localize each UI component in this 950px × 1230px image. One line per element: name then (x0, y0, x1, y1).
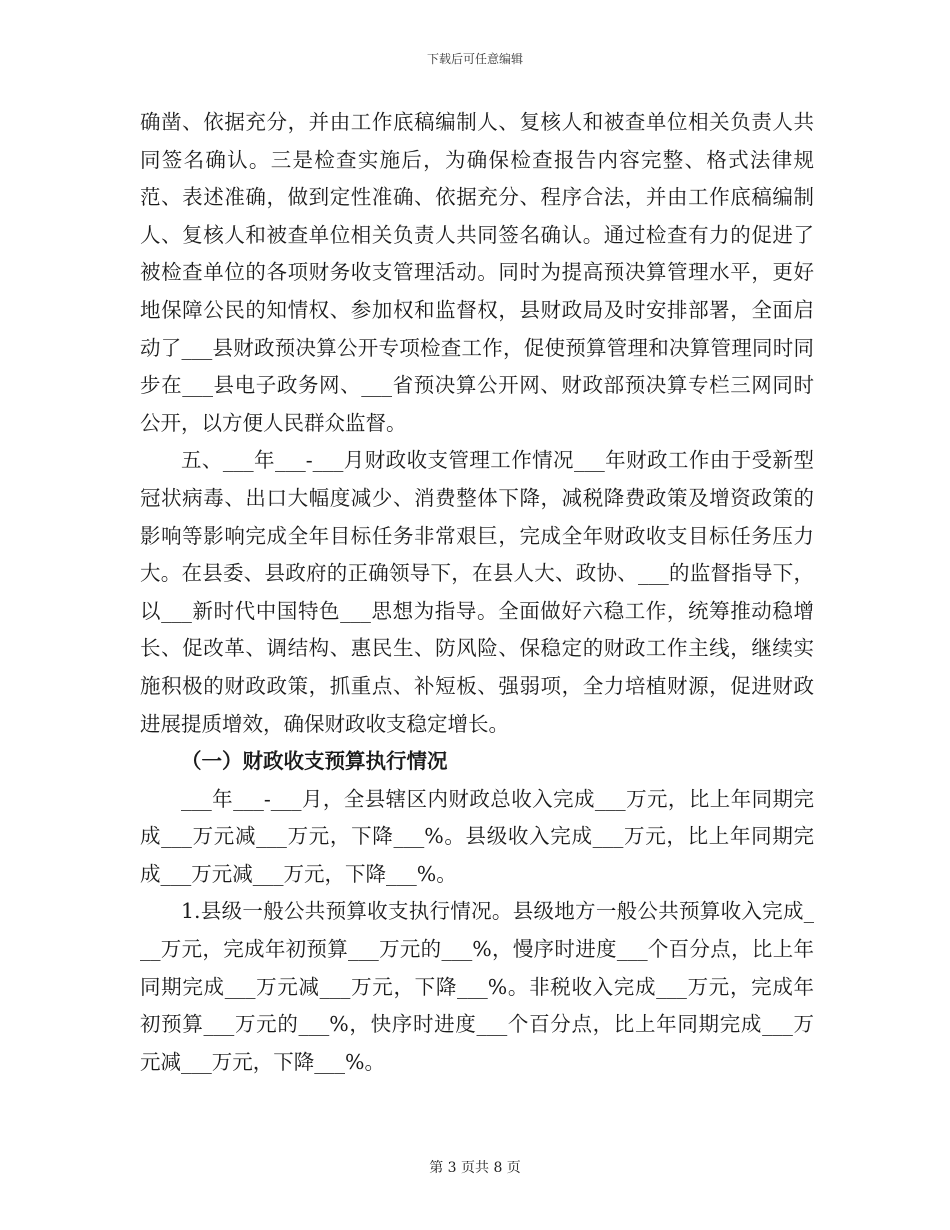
paragraph-fiscal-work: 五、___年___-___月财政收支管理工作情况___年财政工作由于受新型冠状病毒、出口大幅度减少、消费整体下降，减税降费政策及增资政策的影响等影响完成全年目标任务非常艰巨，完成全年财政收支目标任务压力大。在县委、县政府的正确领导下，在县人大、政协、___的监督指导下，以___新时代中国特色___思想为指导。全面做好六稳工作，统筹推动稳增长、促改革、调结构、惠民生、防风险、保稳定的财政工作主线，继续实施积极的财政政策，抓重点、补短板、强弱项，全力培植财源，促进财政进展提质增效，确保财政收支稳定增长。 (140, 448, 814, 736)
paragraph-inspection: 确凿、依据充分，并由工作底稿编制人、复核人和被查单位相关负责人共同签名确认。三是检查实施后，为确保检查报告内容完整、格式法律规范、表述准确，做到定性准确、依据充分、程序合法，并由工作底稿编制人、复核人和被查单位相关负责人共同签名确认。通过检查有力的促进了被检查单位的各项财务收支管理活动。同时为提高预决算管理水平，更好地保障公民的知情权、参加权和监督权，县财政局及时安排部署，全面启动了___县财政预决算公开专项检查工作，促使预算管理和决算管理同时同步在___县电子政务网、___省预决算公开网、财政部预决算专栏三网同时公开，以方便人民群众监督。 (140, 110, 814, 435)
page-footer: 第 3 页共 8 页 (429, 1160, 521, 1176)
page-header: 下载后可任意编辑 (426, 52, 523, 66)
section-heading-budget-execution: （一）财政收支预算执行情况 (181, 749, 448, 774)
paragraph-total-revenue: ___年___-___月，全县辖区内财政总收入完成___万元，比上年同期完成___万元减___万元，下降___%。县级收入完成___万元，比上年同期完成___万元减___万元，下降___%。 (140, 786, 814, 886)
document-body (140, 104, 814, 1081)
paragraph-general-budget: 1.县级一般公共预算收支执行情况。县级地方一般公共预算收入完成___万元，完成年初预算___万元的___%，慢序时进度___个百分点，比上年同期完成___万元减___万元，下降___%。非税收入完成___万元，完成年初预算___万元的___%，快序时进度___个百分点，比上年同期完成___万元减___万元，下降___%。 (140, 899, 814, 1074)
